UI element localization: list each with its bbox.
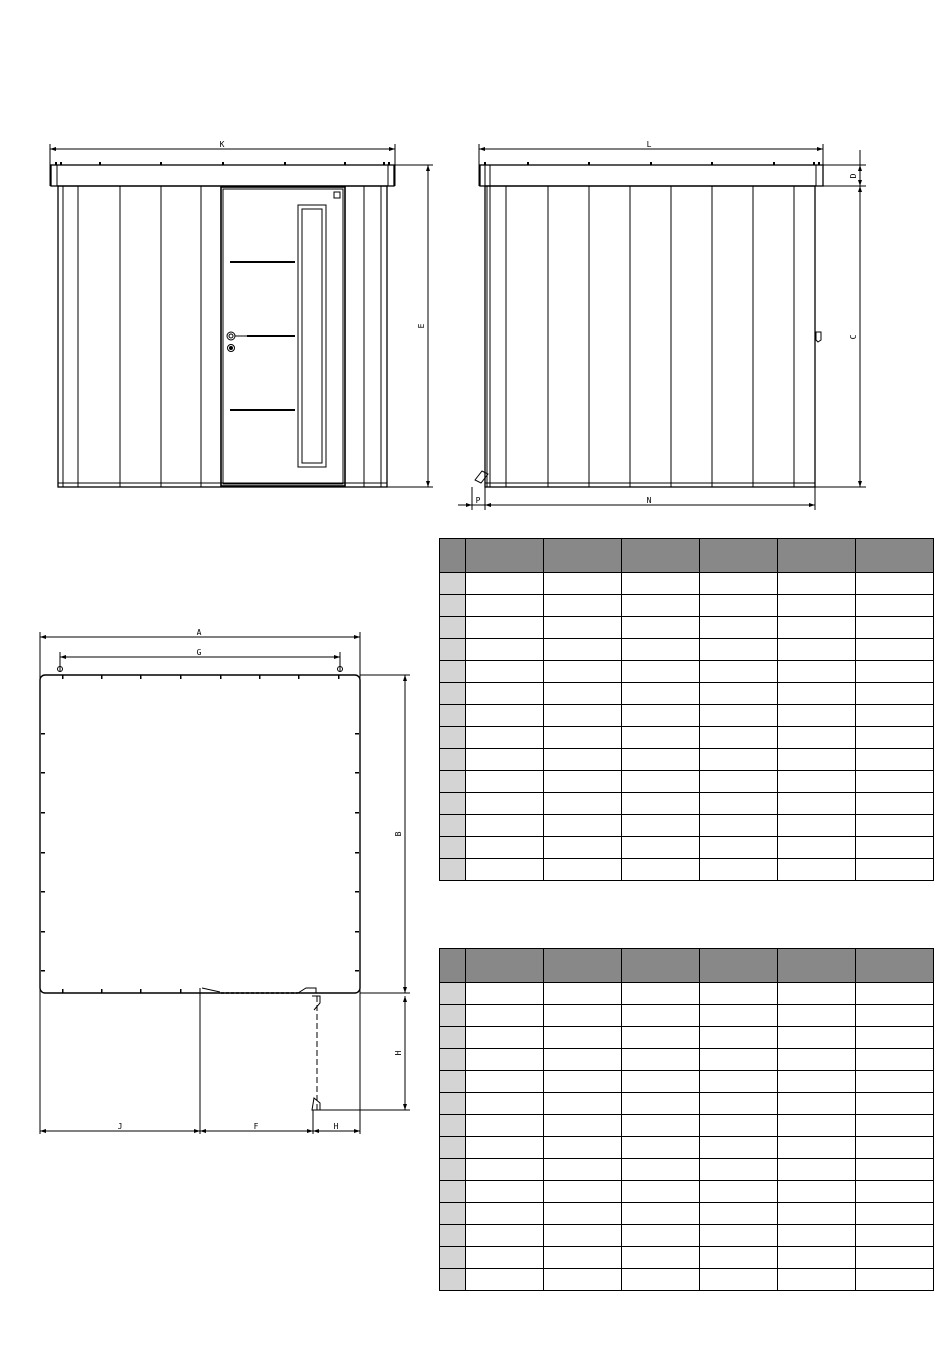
table-index-cell xyxy=(440,1027,466,1049)
table-cell xyxy=(778,1027,856,1049)
table-header-cell xyxy=(544,539,622,573)
table-header-cell xyxy=(700,949,778,983)
dim-label-g: G xyxy=(196,648,202,657)
table-row xyxy=(440,1071,934,1093)
table-cell xyxy=(856,639,934,661)
table-cell xyxy=(544,661,622,683)
dim-label-a: A xyxy=(196,628,202,637)
table-cell xyxy=(700,1027,778,1049)
table-header-cell xyxy=(778,539,856,573)
table-cell xyxy=(466,1269,544,1291)
table-row xyxy=(440,1093,934,1115)
table-cell xyxy=(544,1247,622,1269)
table-cell xyxy=(778,771,856,793)
table-cell xyxy=(856,1093,934,1115)
table-cell xyxy=(622,793,700,815)
table-index-cell xyxy=(440,793,466,815)
table-cell xyxy=(622,771,700,793)
table-cell xyxy=(778,573,856,595)
table-cell xyxy=(700,1005,778,1027)
table-cell xyxy=(622,1159,700,1181)
table-cell xyxy=(700,749,778,771)
table-cell xyxy=(466,1159,544,1181)
table-cell xyxy=(700,617,778,639)
table-cell xyxy=(466,639,544,661)
table-cell xyxy=(856,837,934,859)
table-cell xyxy=(778,683,856,705)
table-cell xyxy=(778,661,856,683)
table-row xyxy=(440,749,934,771)
table-header-cell xyxy=(466,539,544,573)
table-row xyxy=(440,1049,934,1071)
table-row xyxy=(440,639,934,661)
dim-label-j: J xyxy=(117,1122,123,1131)
table-cell xyxy=(778,705,856,727)
table-row xyxy=(440,1203,934,1225)
table-row xyxy=(440,595,934,617)
table-cell xyxy=(778,1071,856,1093)
table-cell xyxy=(700,1137,778,1159)
table-cell xyxy=(622,1005,700,1027)
table-cell xyxy=(466,595,544,617)
table-cell xyxy=(856,617,934,639)
table-cell xyxy=(544,983,622,1005)
table-cell xyxy=(856,1159,934,1181)
table-cell xyxy=(700,1159,778,1181)
table-header-cell xyxy=(440,949,466,983)
floor-plan xyxy=(40,632,410,1134)
table-cell xyxy=(700,771,778,793)
table-cell xyxy=(544,683,622,705)
table-cell xyxy=(700,661,778,683)
table-cell xyxy=(778,815,856,837)
table-cell xyxy=(700,793,778,815)
table-cell xyxy=(856,1049,934,1071)
table-cell xyxy=(622,1027,700,1049)
table-cell xyxy=(544,573,622,595)
table-cell xyxy=(856,661,934,683)
table-row xyxy=(440,1225,934,1247)
table-index-cell xyxy=(440,617,466,639)
table-row xyxy=(440,1027,934,1049)
dim-label-f: F xyxy=(253,1122,259,1131)
table-index-cell xyxy=(440,595,466,617)
table-index-cell xyxy=(440,1225,466,1247)
table-cell xyxy=(778,1203,856,1225)
table-cell xyxy=(622,1247,700,1269)
table-cell xyxy=(544,1203,622,1225)
table-cell xyxy=(466,1093,544,1115)
table-cell xyxy=(466,705,544,727)
table-header-cell xyxy=(856,539,934,573)
table-cell xyxy=(778,1049,856,1071)
table-cell xyxy=(700,837,778,859)
table-row xyxy=(440,1137,934,1159)
table-cell xyxy=(544,1269,622,1291)
dim-label-e: E xyxy=(417,323,426,329)
table-cell xyxy=(466,1247,544,1269)
table-cell xyxy=(700,683,778,705)
table-cell xyxy=(466,1027,544,1049)
table-cell xyxy=(622,661,700,683)
table-header-cell xyxy=(622,539,700,573)
table-cell xyxy=(856,727,934,749)
table-index-cell xyxy=(440,1247,466,1269)
table-index-cell xyxy=(440,661,466,683)
table-cell xyxy=(856,1027,934,1049)
table-cell xyxy=(778,617,856,639)
table-row xyxy=(440,1247,934,1269)
table-row xyxy=(440,837,934,859)
table-cell xyxy=(856,983,934,1005)
table-cell xyxy=(544,1159,622,1181)
table-cell xyxy=(466,793,544,815)
table-cell xyxy=(622,983,700,1005)
table-cell xyxy=(466,1203,544,1225)
table-index-cell xyxy=(440,639,466,661)
table-cell xyxy=(778,793,856,815)
table-cell xyxy=(856,771,934,793)
table-cell xyxy=(856,1247,934,1269)
table-cell xyxy=(856,815,934,837)
table-cell xyxy=(778,639,856,661)
table-row xyxy=(440,705,934,727)
table-row xyxy=(440,1269,934,1291)
table-cell xyxy=(700,1247,778,1269)
table-cell xyxy=(544,815,622,837)
table-cell xyxy=(856,1005,934,1027)
table-cell xyxy=(778,1159,856,1181)
table-cell xyxy=(544,1115,622,1137)
table-index-cell xyxy=(440,1159,466,1181)
dim-label-b: B xyxy=(394,831,403,837)
table-cell xyxy=(544,705,622,727)
table-cell xyxy=(856,859,934,881)
table-cell xyxy=(856,1203,934,1225)
table-cell xyxy=(544,1225,622,1247)
table-index-cell xyxy=(440,983,466,1005)
table-cell xyxy=(700,1049,778,1071)
table-index-cell xyxy=(440,573,466,595)
table-header-cell xyxy=(622,949,700,983)
dim-label-p: P xyxy=(475,496,481,505)
table-cell xyxy=(544,837,622,859)
table-header-cell xyxy=(466,949,544,983)
table-index-cell xyxy=(440,771,466,793)
table-cell xyxy=(544,1027,622,1049)
table-cell xyxy=(544,1071,622,1093)
table-index-cell xyxy=(440,727,466,749)
table-cell xyxy=(544,617,622,639)
spec-table-upper xyxy=(439,538,934,881)
table-cell xyxy=(700,1225,778,1247)
table-cell xyxy=(700,639,778,661)
table-cell xyxy=(622,1071,700,1093)
table-row xyxy=(440,859,934,881)
table-cell xyxy=(622,815,700,837)
table-cell xyxy=(622,705,700,727)
table-cell xyxy=(622,727,700,749)
table-cell xyxy=(700,1269,778,1291)
table-cell xyxy=(466,573,544,595)
table-cell xyxy=(856,1115,934,1137)
table-cell xyxy=(778,749,856,771)
table-cell xyxy=(622,1115,700,1137)
table-cell xyxy=(466,1225,544,1247)
table-cell xyxy=(778,1115,856,1137)
table-row xyxy=(440,1115,934,1137)
table-cell xyxy=(622,639,700,661)
table-index-cell xyxy=(440,1115,466,1137)
table-cell xyxy=(622,859,700,881)
dim-label-k: K xyxy=(219,140,225,149)
dim-label-h-vertical: H xyxy=(394,1050,403,1056)
side-elevation xyxy=(458,144,866,510)
table-cell xyxy=(544,749,622,771)
table-cell xyxy=(466,661,544,683)
table-index-cell xyxy=(440,837,466,859)
table-cell xyxy=(856,1225,934,1247)
table-cell xyxy=(466,815,544,837)
table-cell xyxy=(544,1137,622,1159)
dim-label-n: N xyxy=(646,496,652,505)
table-cell xyxy=(466,983,544,1005)
table-cell xyxy=(544,727,622,749)
table-cell xyxy=(700,859,778,881)
table-cell xyxy=(466,771,544,793)
table-cell xyxy=(544,1005,622,1027)
table-cell xyxy=(466,1049,544,1071)
table-cell xyxy=(622,1225,700,1247)
table-cell xyxy=(466,1137,544,1159)
table-cell xyxy=(466,859,544,881)
table-header-cell xyxy=(778,949,856,983)
table-cell xyxy=(700,1071,778,1093)
table-cell xyxy=(544,793,622,815)
table-cell xyxy=(544,859,622,881)
table-cell xyxy=(778,1181,856,1203)
table-cell xyxy=(622,1137,700,1159)
table-header-row xyxy=(440,539,934,573)
table-header-row xyxy=(440,949,934,983)
table-cell xyxy=(856,749,934,771)
table-cell xyxy=(778,1137,856,1159)
table-index-cell xyxy=(440,1203,466,1225)
table-cell xyxy=(700,1115,778,1137)
table-cell xyxy=(856,705,934,727)
table-row xyxy=(440,661,934,683)
table-cell xyxy=(778,859,856,881)
table-cell xyxy=(856,573,934,595)
table-index-cell xyxy=(440,749,466,771)
table-header-cell xyxy=(544,949,622,983)
table-index-cell xyxy=(440,683,466,705)
table-cell xyxy=(622,1049,700,1071)
table-index-cell xyxy=(440,1137,466,1159)
table-cell xyxy=(778,983,856,1005)
table-cell xyxy=(466,683,544,705)
table-cell xyxy=(778,727,856,749)
table-cell xyxy=(856,1137,934,1159)
table-row xyxy=(440,815,934,837)
table-cell xyxy=(544,771,622,793)
table-cell xyxy=(700,1181,778,1203)
table-cell xyxy=(622,1203,700,1225)
table-cell xyxy=(622,595,700,617)
table-row xyxy=(440,727,934,749)
table-cell xyxy=(856,1181,934,1203)
table-cell xyxy=(700,573,778,595)
table-row xyxy=(440,771,934,793)
table-row xyxy=(440,617,934,639)
table-cell xyxy=(622,1269,700,1291)
table-cell xyxy=(544,1181,622,1203)
table-header-cell xyxy=(440,539,466,573)
dim-label-d: D xyxy=(849,173,858,179)
table-cell xyxy=(622,683,700,705)
front-elevation xyxy=(50,144,433,487)
table-index-cell xyxy=(440,1093,466,1115)
table-header-cell xyxy=(856,949,934,983)
table-index-cell xyxy=(440,1181,466,1203)
table-cell xyxy=(778,837,856,859)
table-header-cell xyxy=(700,539,778,573)
table-row xyxy=(440,1181,934,1203)
table-cell xyxy=(700,595,778,617)
table-row xyxy=(440,573,934,595)
table-index-cell xyxy=(440,705,466,727)
table-row xyxy=(440,683,934,705)
table-cell xyxy=(466,617,544,639)
table-cell xyxy=(856,683,934,705)
table-cell xyxy=(466,837,544,859)
table-index-cell xyxy=(440,815,466,837)
table-cell xyxy=(778,595,856,617)
table-cell xyxy=(544,1093,622,1115)
table-cell xyxy=(622,617,700,639)
spec-table-lower xyxy=(439,948,934,1291)
table-cell xyxy=(856,595,934,617)
table-cell xyxy=(466,749,544,771)
table-cell xyxy=(466,1115,544,1137)
table-index-cell xyxy=(440,1005,466,1027)
table-cell xyxy=(700,983,778,1005)
table-cell xyxy=(700,1093,778,1115)
table-cell xyxy=(466,1005,544,1027)
table-cell xyxy=(544,595,622,617)
table-cell xyxy=(622,1181,700,1203)
dim-label-h: H xyxy=(333,1122,339,1131)
table-row xyxy=(440,793,934,815)
table-index-cell xyxy=(440,859,466,881)
table-cell xyxy=(856,793,934,815)
table-cell xyxy=(778,1225,856,1247)
table-cell xyxy=(466,1181,544,1203)
table-cell xyxy=(622,573,700,595)
table-cell xyxy=(622,749,700,771)
table-cell xyxy=(622,1093,700,1115)
table-cell xyxy=(856,1269,934,1291)
table-cell xyxy=(700,705,778,727)
table-index-cell xyxy=(440,1269,466,1291)
table-cell xyxy=(700,1203,778,1225)
table-row xyxy=(440,1159,934,1181)
table-cell xyxy=(466,1071,544,1093)
dim-label-l: L xyxy=(646,140,652,149)
table-index-cell xyxy=(440,1071,466,1093)
table-cell xyxy=(856,1071,934,1093)
dim-label-c: C xyxy=(849,334,858,340)
table-cell xyxy=(466,727,544,749)
table-cell xyxy=(778,1005,856,1027)
table-row xyxy=(440,983,934,1005)
table-cell xyxy=(778,1093,856,1115)
table-cell xyxy=(544,1049,622,1071)
table-index-cell xyxy=(440,1049,466,1071)
table-cell xyxy=(700,727,778,749)
table-cell xyxy=(544,639,622,661)
table-row xyxy=(440,1005,934,1027)
table-cell xyxy=(700,815,778,837)
table-cell xyxy=(622,837,700,859)
table-cell xyxy=(778,1269,856,1291)
table-cell xyxy=(778,1247,856,1269)
